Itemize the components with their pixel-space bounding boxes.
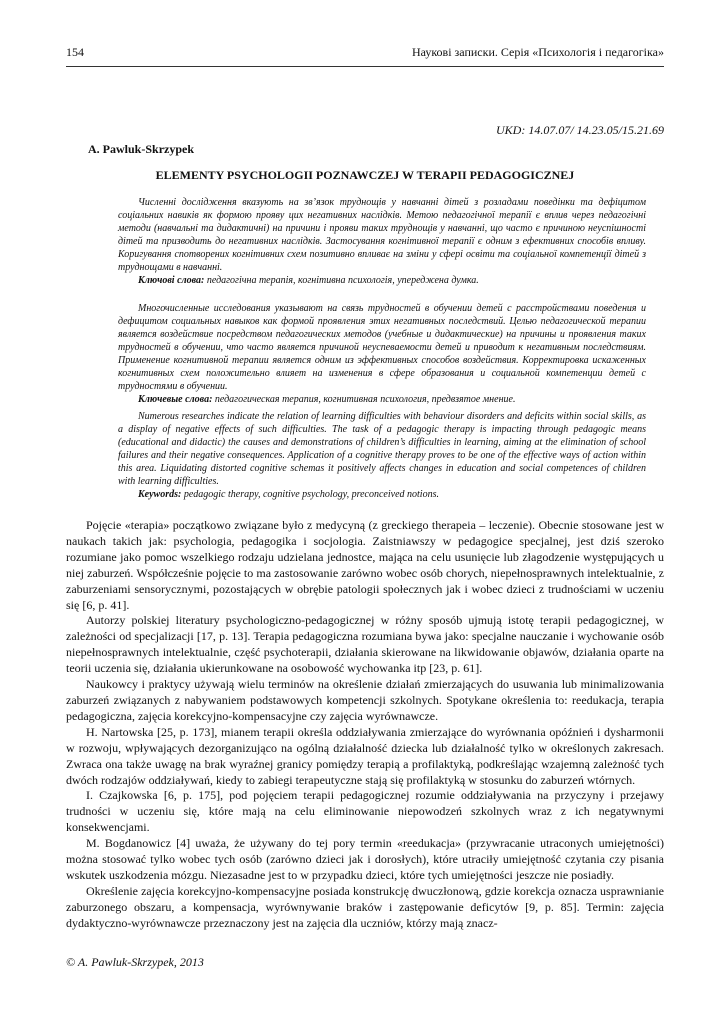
body-paragraph: Naukowcy i praktycy używają wielu terminów na określenie działań zmierzających do usuwania lub minimalizowania zaburzeń związanych z nabywaniem podstawowych kompetencji szkolnych. Spotykane określenia to: reedukacja, terapia pedagogiczna, zajęcia korekcyjno-kompensacyjne czy zajęcia wyrównawcze. — [66, 677, 664, 723]
body-paragraph: H. Nartowska [25, p. 173], mianem terapii określa oddziaływania zmierzające do wyrównania opóźnień i dysharmonii w rozwoju, wpływających dezorganizująco na ogólną działalność dziecka lub działalność tylko w określonych zakresach. Zwraca ona także uwagę na brak wyraźnej granicy pomiędzy terapią a profilaktyką, podkreślając wzajemną zależność tych dwóch rodzajów oddziaływań, kiedy to zabiegi terapeutyczne stają się profilaktyką w stosunku do zaburzeń wtórnych. — [66, 724, 664, 787]
body-paragraph: Określenie zajęcia korekcyjno-kompensacyjne posiada konstrukcję dwuczłonową, gdzie korekcja oznacza usprawnianie zaburzonego obszaru, a kompensacja, wyrównywanie braków i zastępowanie deficytów [9, p. 85]. Termin: zajęcia dydaktyczno-wyrównawcze przeznaczony jest na zajęcia dla uczniów, którzy mają znacz- — [66, 883, 664, 930]
copyright-footer: © A. Pawluk-Skrzypek, 2013 — [66, 955, 204, 969]
article-body — [66, 518, 664, 932]
abstract-english — [118, 410, 646, 501]
keywords-label: Ключові слова: — [138, 275, 205, 286]
body-paragraph: M. Bogdanowicz [4] uważa, że używany do tej pory termin «reedukacja» (przywracanie utraconych umiejętności) można stosować tylko wobec tych osób (zarówno dzieci jak i dorosłych), które utraciły umiejętność czytania czy pisania wskutek uszkodzenia mózgu. Niezasadne jest to w przypadku dzieci, które tych umiejętności jeszcze nie posiadły. — [66, 836, 664, 882]
keywords-text: педагогическая терапия, когнитивная психология, предвзятое мнение. — [214, 394, 516, 405]
udk-code: UKD: 14.07.07/ 14.23.05/15.21.69 — [496, 123, 664, 137]
abstract-ukrainian — [118, 196, 646, 287]
journal-title: Наукові записки. Серія «Психологія і педагогіка» — [411, 45, 664, 59]
keywords-line — [118, 274, 646, 287]
keywords-line — [118, 488, 646, 501]
body-paragraph: Autorzy polskiej literatury psychologiczno-pedagogicznej w różny sposób ujmują istotę terapii pedagogicznej, w zależności od specjalizacji [17, p. 13]. Terapia pedagogiczna rozumiana bywa jako: specjalne nauczanie i wychowanie osób niepełnosprawnych intelektualnie, część psychoterapii, działania skierowane na likwidowanie objawów, działania oparte na teorii uczenia się, działania ukierunkowane na osobowość wychowanka itp [23, p. 61]. — [66, 613, 664, 676]
article-title: ELEMENTY PSYCHOLOGII POZNAWCZEJ W TERAPII PEDAGOGICZNEJ — [155, 168, 575, 182]
abstract-text: Многочисленные исследования указывают на связь трудностей в обучении детей с расстройствами поведения и дефицитом социальных навыков как формой проявления этих негативных последствий. Целью педагогической терапии является воздействие посредством педагогических методов (учебные и дидактические) на причины и проявления таких трудностей в обучении, что часто является причиной неуспеваемости детей и приводит к негативным последствиям. Применение когнитивной терапии является одним из эффективных способов воздействия. Корректировка искаженных когнитивных схем положительно влияет на изменения в сфере образования и социальной компетенции детей с трудностями в обучении. — [118, 303, 646, 392]
body-paragraph: Pojęcie «terapia» początkowo związane było z medycyną (z greckiego therapeia – leczenie). Obecnie stosowane jest w naukach takich jak: psychologia, pedagogika i socjologia. Zaistniawszy w pedagogice specjalnej, jest dziś szeroko rozumiane jako pomoc wszelkiego rodzaju udzielana jednostce, mająca na celu usunięcie lub złagodzenie występujących u niej zaburzeń. Współcześnie pojęcie to ma zastosowanie zarówno wobec osób chorych, niepełnosprawnych intelektualnie, z zaburzeniami sensorycznymi, pozostających w obrębie patologii społecznych jak i wobec dzieci z trudnościami w uczeniu się [6, p. 41]. — [66, 518, 664, 612]
keywords-text: педагогічна терапія, когнітивна психологія, упереджена думка. — [206, 275, 479, 286]
header-rule — [66, 66, 664, 67]
body-paragraph: I. Czajkowska [6, p. 175], pod pojęciem terapii pedagogicznej rozumie oddziaływania na przyczyny i przejawy trudności w uczeniu się, które mają na celu eliminowanie niepowodzeń szkolnych wraz z ich negatywnymi konsekwencjami. — [66, 788, 664, 835]
keywords-line — [118, 393, 646, 406]
keywords-label: Ключевые слова: — [138, 394, 213, 405]
keywords-text: pedagogic therapy, cognitive psychology, preconceived notions. — [183, 489, 439, 500]
abstract-text: Численні дослідження вказують на зв’язок труднощів у навчанні дітей з розладами поведінки та дефіцитом соціальних навиків як формою прояву цих негативних наслідків. Метою педагогічної терапії є вплив через педагогічні методи (навчальні та дидактичні) на причини і прояви таких труднощів у навчанні, що часто є причиною неуспішності дітей та призводить до негативних наслідків. Застосування когнітивної терапії є одним з ефективних способів впливу. Коригування спотворених когнітивних схем позитивно впливає на зміни у сфері освіти та соціальної компетенції дітей з труднощами в навчанні. — [118, 197, 646, 273]
page-number: 154 — [66, 45, 84, 59]
abstract-russian — [118, 302, 646, 406]
abstract-text: Numerous researches indicate the relation of learning difficulties with behaviour disorders and deficits within social skills, as a display of negative effects of such difficulties. The task of a pedagogic therapy is impacting through pedagogic means (educational and didactic) the causes and demonstrations of children’s difficulties in learning, aiming at the elimination of school failures and their negative consequences. Application of a cognitive therapy proves to be one of the effective ways of action within this area. Liquidating distorted cognitive schemas it positively affects changes in education and social competences of children with learning difficulties. — [118, 411, 646, 487]
keywords-label: Keywords: — [138, 489, 182, 500]
author-name: A. Pawluk-Skrzypek — [88, 142, 195, 156]
